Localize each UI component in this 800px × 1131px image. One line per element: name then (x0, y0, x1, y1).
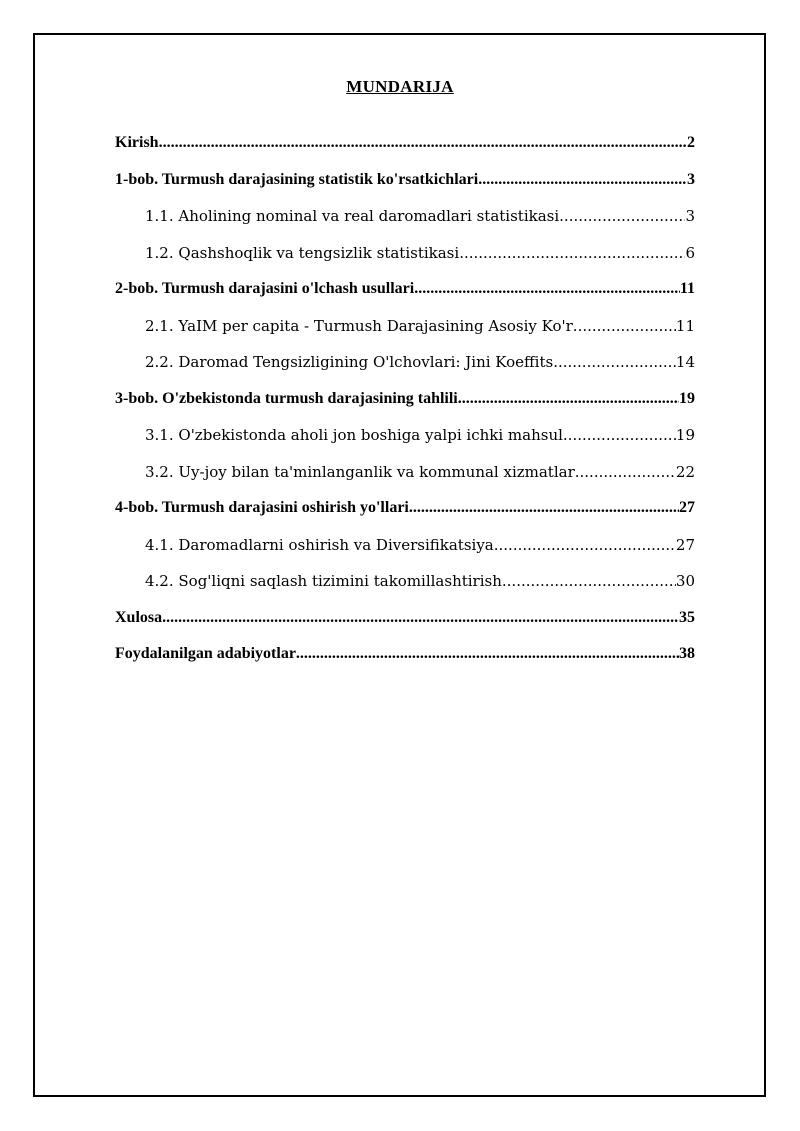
toc-entry[interactable] (115, 498, 695, 535)
toc-entry-label: 3.1. O'zbekistonda aholi jon boshiga yalpi ichki mahsul (145, 426, 563, 444)
toc-entry-page: 14 (675, 353, 695, 371)
toc-entry[interactable] (115, 425, 695, 462)
table-of-contents (115, 133, 695, 681)
toc-entry-page: 6 (685, 243, 695, 262)
toc-entry-page: 27 (679, 499, 695, 516)
toc-dot-leader (559, 206, 685, 226)
toc-entry[interactable] (115, 279, 695, 316)
toc-dot-leader (296, 644, 679, 664)
toc-entry-page: 22 (675, 462, 695, 481)
toc-entry[interactable] (115, 133, 695, 170)
toc-entry-label: 3.2. Uy-joy bilan ta'minlanganlik va kommunal xizmatlar (145, 462, 575, 481)
toc-entry-page: 35 (679, 608, 695, 626)
toc-entry[interactable] (115, 316, 695, 353)
toc-dot-leader (409, 498, 679, 518)
toc-entry-label: 3-bob. O'zbekistonda turmush darajasining tahlili (115, 389, 458, 407)
toc-entry-label: 1.1. Aholining nominal va real daromadlari statistikasi (145, 207, 560, 225)
toc-entry[interactable] (115, 608, 695, 645)
toc-entry-label: 2-bob. Turmush darajasini o'lchash usullari (115, 280, 415, 297)
toc-dot-leader (159, 133, 687, 153)
toc-entry[interactable] (115, 389, 695, 426)
toc-entry[interactable] (115, 243, 695, 280)
toc-dot-leader (573, 316, 676, 336)
toc-entry-page: 38 (679, 645, 695, 662)
toc-dot-leader (563, 425, 676, 445)
toc-entry-label: Foydalanilgan adabiyotlar (115, 645, 296, 662)
toc-entry-label: 4-bob. Turmush darajasini oshirish yo'llari (115, 499, 409, 516)
toc-entry[interactable] (115, 170, 695, 207)
toc-dot-leader (459, 243, 685, 263)
toc-entry-page: 19 (679, 389, 695, 407)
toc-entry[interactable] (115, 462, 695, 499)
toc-entry-page: 3 (687, 170, 695, 188)
toc-entry[interactable] (115, 352, 695, 389)
toc-entry-label: 1-bob. Turmush darajasining statistik ko'rsatkichlari (115, 170, 479, 188)
toc-entry-page: 11 (679, 280, 695, 297)
toc-dot-leader (162, 608, 679, 628)
toc-entry[interactable] (115, 644, 695, 681)
toc-entry[interactable] (115, 535, 695, 572)
toc-dot-leader (458, 389, 679, 409)
toc-entry-page: 11 (675, 316, 695, 335)
toc-dot-leader (502, 571, 676, 591)
toc-dot-leader (414, 279, 680, 299)
toc-entry-label: 1.2. Qashshoqlik va tengsizlik statistikasi (145, 243, 460, 262)
toc-entry-label: 2.1. YaIM per capita - Turmush Darajasining Asosiy Ko'r (145, 316, 573, 335)
toc-entry-page: 2 (687, 134, 695, 151)
toc-dot-leader (494, 535, 676, 555)
toc-entry[interactable] (115, 206, 695, 243)
toc-dot-leader (575, 462, 676, 482)
toc-entry-page: 19 (675, 426, 695, 444)
toc-title: MUNDARIJA (346, 77, 454, 96)
toc-entry-label: Xulosa (115, 608, 163, 626)
toc-dot-leader (478, 170, 687, 190)
toc-entry-page: 30 (675, 572, 695, 590)
toc-entry-label: 4.1. Daromadlarni oshirish va Diversifikatsiya (145, 535, 494, 554)
toc-entry-page: 27 (675, 535, 695, 554)
toc-entry[interactable] (115, 571, 695, 608)
toc-dot-leader (553, 352, 676, 372)
toc-entry-label: 4.2. Sog'liqni saqlash tizimini takomillashtirish (145, 572, 502, 590)
toc-entry-page: 3 (685, 207, 695, 225)
toc-entry-label: 2.2. Daromad Tengsizligining O'lchovlari: Jini Koeffits (145, 353, 554, 371)
toc-entry-label: Kirish (115, 134, 159, 151)
